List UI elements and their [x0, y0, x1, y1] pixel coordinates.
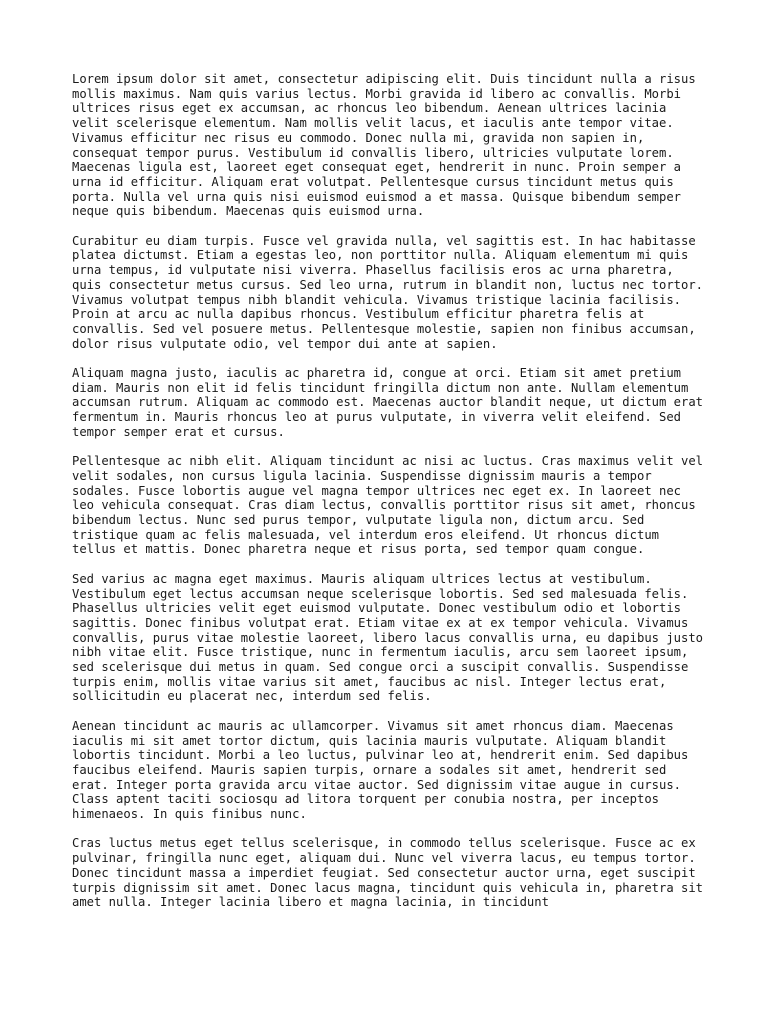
- paragraph-2: Curabitur eu diam turpis. Fusce vel gravida nulla, vel sagittis est. In hac habitasse platea dictumst. Etiam a egestas leo, non porttitor nulla. Aliquam elementum mi quis urna tempus, id vulputate nisi viverra. Phasellus facilisis eros ac urna pharetra, quis consectetur metus cursus. Sed leo urna, rutrum in blandit non, luctus nec tortor. Vivamus volutpat tempus nibh blandit vehicula. Vivamus tristique lacinia facilisis. Proin at arcu ac nulla dapibus rhoncus. Vestibulum efficitur pharetra felis at convallis. Sed vel posuere metus. Pellentesque molestie, sapien non finibus accumsan, dolor risus vulputate odio, vel tempor dui ante at sapien.: [72, 233, 704, 351]
- document-body: [72, 72, 708, 925]
- paragraph-5: Sed varius ac magna eget maximus. Mauris aliquam ultrices lectus at vestibulum. Vestibulum eget lectus accumsan neque scelerisque lobortis. Sed sed malesuada felis. Phasellus ultricies velit eget euismod vulputate. Donec vestibulum odio et lobortis sagittis. Donec finibus volutpat erat. Etiam vitae ex at ex tempor vehicula. Vivamus convallis, purus vitae molestie laoreet, libero lacus convallis urna, eu dapibus justo nibh vitae elit. Fusce tristique, nunc in fermentum iaculis, arcu sem laoreet ipsum, sed scelerisque dui metus in quam. Sed congue orci a suscipit convallis. Suspendisse turpis enim, mollis vitae varius sit amet, faucibus ac nisl. Integer lectus erat, sollicitudin eu placerat nec, interdum sed felis.: [72, 571, 704, 704]
- paragraph-3: Aliquam magna justo, iaculis ac pharetra id, congue at orci. Etiam sit amet pretium diam. Mauris non elit id felis tincidunt fringilla dictum non ante. Nullam elementum accumsan rutrum. Aliquam ac commodo est. Maecenas auctor blandit neque, ut dictum erat fermentum in. Mauris rhoncus leo at purus vulputate, in viverra velit eleifend. Sed tempor semper erat et cursus.: [72, 366, 704, 439]
- paragraph-7: Cras luctus metus eget tellus scelerisque, in commodo tellus scelerisque. Fusce ac ex pulvinar, fringilla nunc eget, aliquam dui. Nunc vel viverra lacus, eu tempus tortor. Donec tincidunt massa a imperdiet feugiat. Sed consectetur auctor urna, eget suscipit turpis dignissim sit amet. Donec lacus magna, tincidunt quis vehicula in, pharetra sit amet nulla. Integer lacinia libero et magna lacinia, in tincidunt: [72, 836, 704, 910]
- paragraph-4: Pellentesque ac nibh elit. Aliquam tincidunt ac nisi ac luctus. Cras maximus velit vel velit sodales, non cursus ligula lacinia. Suspendisse dignissim mauris a tempor sodales. Fusce lobortis augue vel magna tempor ultrices nec eget ex. In laoreet nec leo vehicula consequat. Cras diam lectus, convallis porttitor risus sit amet, rhoncus bibendum lectus. Nunc sed purus tempor, vulputate ligula non, dictum arcu. Sed tristique quam ac felis malesuada, vel interdum eros eleifend. Ut rhoncus dictum tellus et mattis. Donec pharetra neque et risus porta, sed tempor quam congue.: [72, 454, 704, 557]
- paragraph-1: Lorem ipsum dolor sit amet, consectetur adipiscing elit. Duis tincidunt nulla a risus mollis maximus. Nam quis varius lectus. Morbi gravida id libero ac convallis. Morbi ultrices risus eget ex accumsan, ac rhoncus leo bibendum. Aenean ultrices lacinia velit scelerisque elementum. Nam mollis velit lacus, et iaculis ante tempor vitae. Vivamus efficitur nec risus eu commodo. Donec nulla mi, gravida non sapien in, consequat tempor purus. Vestibulum id convallis libero, ultricies vulputate lorem. Maecenas ligula est, laoreet eget consequat eget, hendrerit in nunc. Proin semper a urna id efficitur. Aliquam erat volutpat. Pellentesque cursus tincidunt metus quis porta. Nulla vel urna quis nisi euismod euismod a et massa. Quisque bibendum semper neque quis bibendum. Maecenas quis euismod urna.: [72, 72, 696, 219]
- paragraph-6: Aenean tincidunt ac mauris ac ullamcorper. Vivamus sit amet rhoncus diam. Maecenas iaculis mi sit amet tortor dictum, quis lacinia mauris vulputate. Aliquam blandit lobortis tincidunt. Morbi a leo luctus, pulvinar leo at, hendrerit enim. Sed dapibus faucibus eleifend. Mauris sapien turpis, ornare a sodales sit amet, hendrerit sed erat. Integer porta gravida arcu vitae auctor. Sed dignissim vitae augue in cursus. Class aptent taciti sociosqu ad litora torquent per conubia nostra, per inceptos himenaeos. In quis finibus nunc.: [72, 718, 689, 822]
